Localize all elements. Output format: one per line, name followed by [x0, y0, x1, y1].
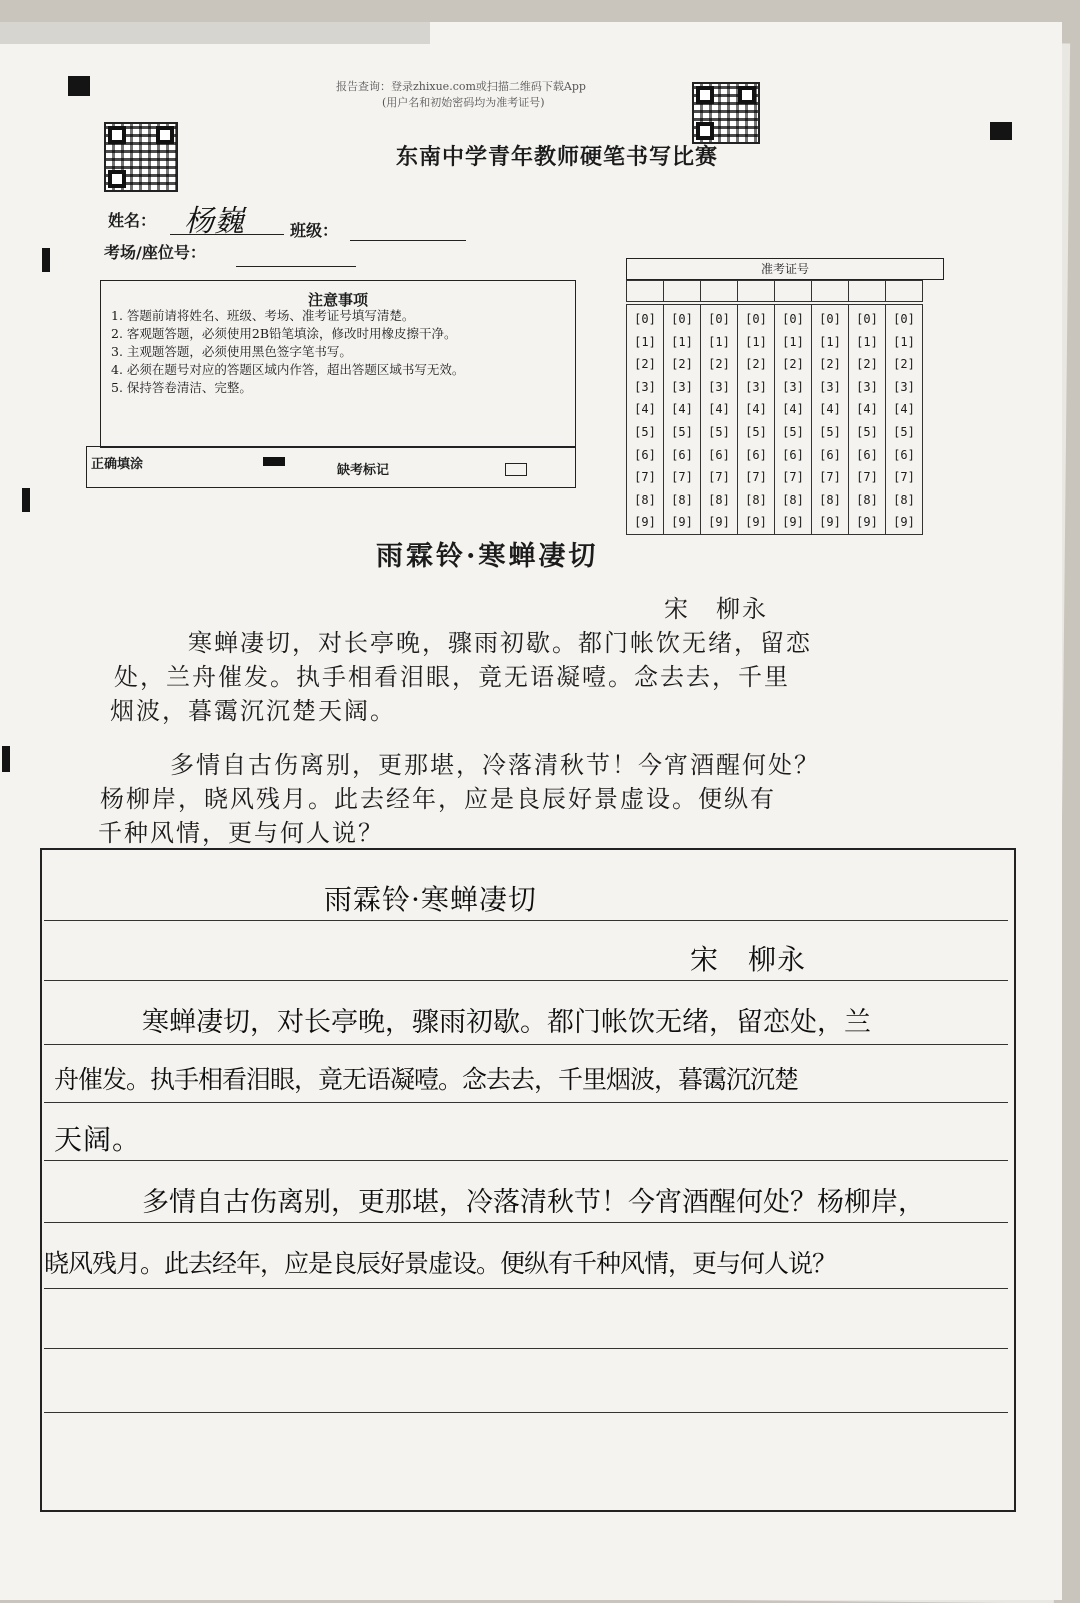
poem-line: 处，兰舟催发。执手相看泪眼，竟无语凝噎。念去去，千里	[114, 663, 790, 691]
exam-id-digit-bubble[interactable]: [6]	[856, 447, 878, 462]
poem-line: 烟波，暮霭沉沉楚天阔。	[110, 697, 396, 725]
exam-id-digit-bubble[interactable]: [0]	[856, 312, 878, 326]
qr-code-right	[692, 82, 760, 144]
correct-fill-label: 正确填涂	[91, 457, 144, 472]
timing-mark	[42, 248, 50, 272]
poem-line: 千种风情，更与何人说？	[98, 819, 384, 847]
exam-id-digit-column	[664, 305, 701, 535]
exam-id-digit-column	[627, 305, 664, 535]
exam-id-digit-column	[886, 305, 923, 535]
handwritten-line: 晓风残月。此去经年，应是良辰好景虚设。便纵有千种风情，更与何人说？	[44, 1249, 837, 1278]
exam-id-digit-bubble[interactable]: [7]	[708, 470, 730, 485]
exam-id-digit-bubble[interactable]: [8]	[671, 492, 693, 507]
exam-id-digit-bubble[interactable]: [4]	[708, 402, 730, 417]
exam-id-digit-bubble[interactable]: [7]	[782, 470, 804, 485]
exam-id-label: 准考证号	[760, 262, 809, 276]
qr-code-left	[104, 122, 178, 192]
class-field[interactable]	[350, 240, 466, 241]
exam-id-digit-bubble[interactable]: [2]	[671, 357, 693, 372]
exam-id-entry-cell[interactable]	[701, 281, 738, 302]
exam-id-digit-bubble[interactable]: [3]	[819, 379, 841, 394]
poem-author: 宋 柳永	[664, 595, 768, 623]
exam-title: 东南中学青年教师硬笔书写比赛	[396, 144, 719, 170]
exam-id-header	[626, 258, 944, 280]
timing-mark	[990, 122, 1012, 140]
notes-item: 5. 保持答卷清洁、完整。	[111, 380, 252, 395]
exam-id-digit-bubble[interactable]: [7]	[634, 470, 656, 485]
exam-id-digit-bubble[interactable]: [7]	[856, 470, 878, 485]
absent-mark-label: 缺考标记	[337, 463, 390, 478]
exam-id-digit-bubble[interactable]: [5]	[856, 424, 878, 439]
exam-id-digit-bubble[interactable]: [3]	[634, 379, 656, 394]
poem-line: 寒蝉凄切，对长亭晚，骤雨初歇。都门帐饮无绪，留恋	[188, 629, 812, 657]
exam-id-digit-bubble[interactable]: [5]	[819, 424, 841, 439]
exam-id-digit-column	[701, 305, 738, 535]
writing-line	[44, 980, 1008, 981]
handwritten-author: 宋 柳永	[690, 943, 807, 976]
exam-id-digit-bubble[interactable]: [0]	[782, 312, 804, 326]
timing-mark	[2, 746, 10, 772]
exam-id-digit-bubble[interactable]: [6]	[782, 447, 804, 462]
exam-id-entry-cell[interactable]	[812, 281, 849, 302]
exam-id-digit-bubble[interactable]: [8]	[745, 492, 767, 507]
exam-id-digit-bubble[interactable]: [5]	[893, 424, 915, 439]
poem-line: 多情自古伤离别，更那堪，冷落清秋节！今宵酒醒何处？	[170, 751, 820, 779]
exam-id-digit-bubble[interactable]: [7]	[671, 470, 693, 485]
exam-id-digit-bubble[interactable]: [1]	[819, 334, 841, 349]
name-value: 杨巍	[184, 204, 244, 239]
exam-id-bubble-grid	[626, 304, 923, 535]
exam-id-digit-bubble[interactable]: [8]	[708, 492, 730, 507]
writing-line	[44, 1348, 1008, 1349]
class-label: 班级：	[290, 221, 339, 240]
exam-id-digit-bubble[interactable]: [0]	[708, 312, 730, 326]
seat-label: 考场/座位号：	[104, 243, 206, 262]
exam-id-digit-bubble[interactable]: [2]	[634, 357, 656, 372]
exam-id-digit-bubble[interactable]: [6]	[671, 447, 693, 462]
exam-id-digit-bubble[interactable]: [3]	[856, 379, 878, 394]
exam-id-digit-bubble[interactable]: [6]	[745, 447, 767, 462]
poem-title: 雨霖铃·寒蝉凄切	[376, 541, 599, 572]
exam-id-digit-column	[775, 305, 812, 535]
exam-id-entry-cell[interactable]	[738, 281, 775, 302]
exam-id-entry-cell[interactable]	[664, 281, 701, 302]
exam-id-digit-bubble[interactable]: [1]	[634, 334, 656, 349]
exam-id-digit-bubble[interactable]: [2]	[856, 357, 878, 372]
exam-id-entry-cell[interactable]	[627, 281, 664, 302]
exam-id-entry-cell[interactable]	[775, 281, 812, 302]
name-label: 姓名：	[108, 211, 157, 230]
exam-id-digit-bubble[interactable]: [3]	[708, 379, 730, 394]
exam-id-digit-bubble[interactable]: [2]	[893, 357, 915, 372]
exam-id-digit-bubble[interactable]: [4]	[634, 402, 656, 417]
exam-id-digit-column	[849, 305, 886, 535]
exam-id-digit-bubble[interactable]: [0]	[671, 312, 693, 326]
timing-mark	[68, 76, 90, 96]
exam-id-digit-bubble[interactable]: [2]	[708, 357, 730, 372]
handwritten-line: 天阔。	[54, 1123, 142, 1156]
writing-line	[44, 1044, 1008, 1045]
exam-id-digit-bubble[interactable]: [9]	[745, 515, 767, 530]
exam-id-digit-bubble[interactable]: [4]	[671, 402, 693, 417]
exam-id-digit-column	[812, 305, 849, 535]
exam-id-digit-bubble[interactable]: [8]	[856, 492, 878, 507]
exam-id-digit-bubble[interactable]: [0]	[745, 312, 767, 326]
exam-id-digit-bubble[interactable]: [4]	[893, 402, 915, 417]
notes-item: 1. 答题前请将姓名、班级、考场、准考证号填写清楚。	[111, 308, 415, 323]
writing-line	[44, 1160, 1008, 1161]
exam-id-digit-bubble[interactable]: [2]	[819, 357, 841, 372]
writing-line	[44, 1412, 1008, 1413]
exam-id-digit-bubble[interactable]: [4]	[856, 402, 878, 417]
notes-list	[111, 307, 464, 397]
exam-id-digit-bubble[interactable]: [7]	[819, 470, 841, 485]
exam-id-digit-bubble[interactable]: [2]	[782, 357, 804, 372]
handwritten-title: 雨霖铃·寒蝉凄切	[324, 883, 537, 916]
name-underline	[170, 234, 284, 235]
answer-sheet	[0, 22, 1062, 1600]
exam-id-entry-cell[interactable]	[849, 281, 886, 302]
exam-id-digit-bubble[interactable]: [5]	[634, 424, 656, 439]
exam-id-digit-bubble[interactable]: [6]	[708, 447, 730, 462]
exam-id-digit-bubble[interactable]: [4]	[819, 402, 841, 417]
exam-id-digit-bubble[interactable]: [9]	[856, 515, 878, 530]
absent-mark-checkbox[interactable]	[505, 463, 527, 476]
handwritten-line: 舟催发。执手相看泪眼，竟无语凝噎。念去去，千里烟波，暮霭沉沉楚	[54, 1065, 799, 1094]
writing-line	[44, 1222, 1008, 1223]
handwritten-line: 多情自古伤离别，更那堪，冷落清秋节！今宵酒醒何处？杨柳岸，	[142, 1187, 925, 1218]
poem-line: 杨柳岸，晓风残月。此去经年，应是良辰好景虚设。便纵有	[100, 785, 776, 813]
writing-line	[44, 1288, 1008, 1289]
exam-id-digit-bubble[interactable]: [6]	[893, 447, 915, 462]
exam-id-digit-bubble[interactable]: [1]	[708, 334, 730, 349]
handwritten-line: 寒蝉凄切，对长亭晚，骤雨初歇。都门帐饮无绪，留恋处，兰	[142, 1007, 871, 1038]
exam-id-entry-row	[626, 280, 923, 302]
writing-line	[44, 1102, 1008, 1103]
exam-id-digit-bubble[interactable]: [0]	[634, 312, 656, 326]
exam-id-digit-bubble[interactable]: [4]	[745, 402, 767, 417]
notes-item: 4. 必须在题号对应的答题区域内作答，超出答题区域书写无效。	[111, 362, 465, 377]
exam-id-digit-bubble[interactable]: [6]	[634, 447, 656, 462]
notes-item: 3. 主观题答题，必须使用黑色签字笔书写。	[111, 344, 352, 359]
exam-id-entry-cell[interactable]	[886, 281, 923, 302]
report-query-line: 报告查询：登录zhixue.com或扫描二维码下载App	[336, 80, 586, 93]
exam-id-digit-bubble[interactable]: [5]	[745, 424, 767, 439]
exam-id-digit-bubble[interactable]: [5]	[782, 424, 804, 439]
exam-id-digit-bubble[interactable]: [3]	[893, 379, 915, 394]
notes-item: 2. 客观题答题，必须使用2B铅笔填涂，修改时用橡皮擦干净。	[111, 326, 457, 341]
exam-id-digit-bubble[interactable]: [1]	[745, 334, 767, 349]
exam-id-digit-bubble[interactable]: [9]	[893, 515, 915, 530]
timing-mark	[22, 488, 30, 512]
exam-id-digit-bubble[interactable]: [8]	[634, 492, 656, 507]
seat-field[interactable]	[236, 266, 356, 267]
notes-title: 注意事项	[307, 291, 368, 309]
exam-id-digit-bubble[interactable]: [2]	[745, 357, 767, 372]
exam-id-digit-bubble[interactable]: [3]	[782, 379, 804, 394]
exam-id-digit-bubble[interactable]: [3]	[671, 379, 693, 394]
exam-id-digit-bubble[interactable]: [1]	[893, 334, 915, 349]
exam-id-digit-bubble[interactable]: [8]	[819, 492, 841, 507]
fill-sample-box	[86, 446, 576, 488]
exam-id-digit-bubble[interactable]: [9]	[819, 515, 841, 530]
correct-fill-sample	[263, 457, 285, 466]
exam-id-digit-bubble[interactable]: [1]	[671, 334, 693, 349]
exam-id-digit-bubble[interactable]: [0]	[893, 312, 915, 326]
exam-id-digit-bubble[interactable]: [7]	[745, 470, 767, 485]
exam-id-digit-bubble[interactable]: [9]	[671, 515, 693, 530]
exam-id-digit-bubble[interactable]: [9]	[782, 515, 804, 530]
exam-id-digit-bubble[interactable]: [6]	[819, 447, 841, 462]
exam-id-digit-bubble[interactable]: [5]	[671, 424, 693, 439]
exam-id-digit-column	[738, 305, 775, 535]
exam-id-digit-bubble[interactable]: [4]	[782, 402, 804, 417]
exam-id-digit-bubble[interactable]: [3]	[745, 379, 767, 394]
exam-id-digit-bubble[interactable]: [5]	[708, 424, 730, 439]
exam-id-digit-bubble[interactable]: [0]	[819, 312, 841, 326]
paper-edge	[0, 22, 430, 44]
exam-id-digit-bubble[interactable]: [8]	[893, 492, 915, 507]
exam-id-digit-bubble[interactable]: [9]	[708, 515, 730, 530]
exam-id-digit-bubble[interactable]: [7]	[893, 470, 915, 485]
exam-id-digit-bubble[interactable]: [1]	[856, 334, 878, 349]
exam-id-digit-bubble[interactable]: [1]	[782, 334, 804, 349]
exam-id-digit-bubble[interactable]: [9]	[634, 515, 656, 530]
report-password-note: (用户名和初始密码均为准考证号)	[382, 96, 545, 109]
writing-line	[44, 920, 1008, 921]
notes-box	[100, 280, 576, 448]
exam-id-digit-bubble[interactable]: [8]	[782, 492, 804, 507]
